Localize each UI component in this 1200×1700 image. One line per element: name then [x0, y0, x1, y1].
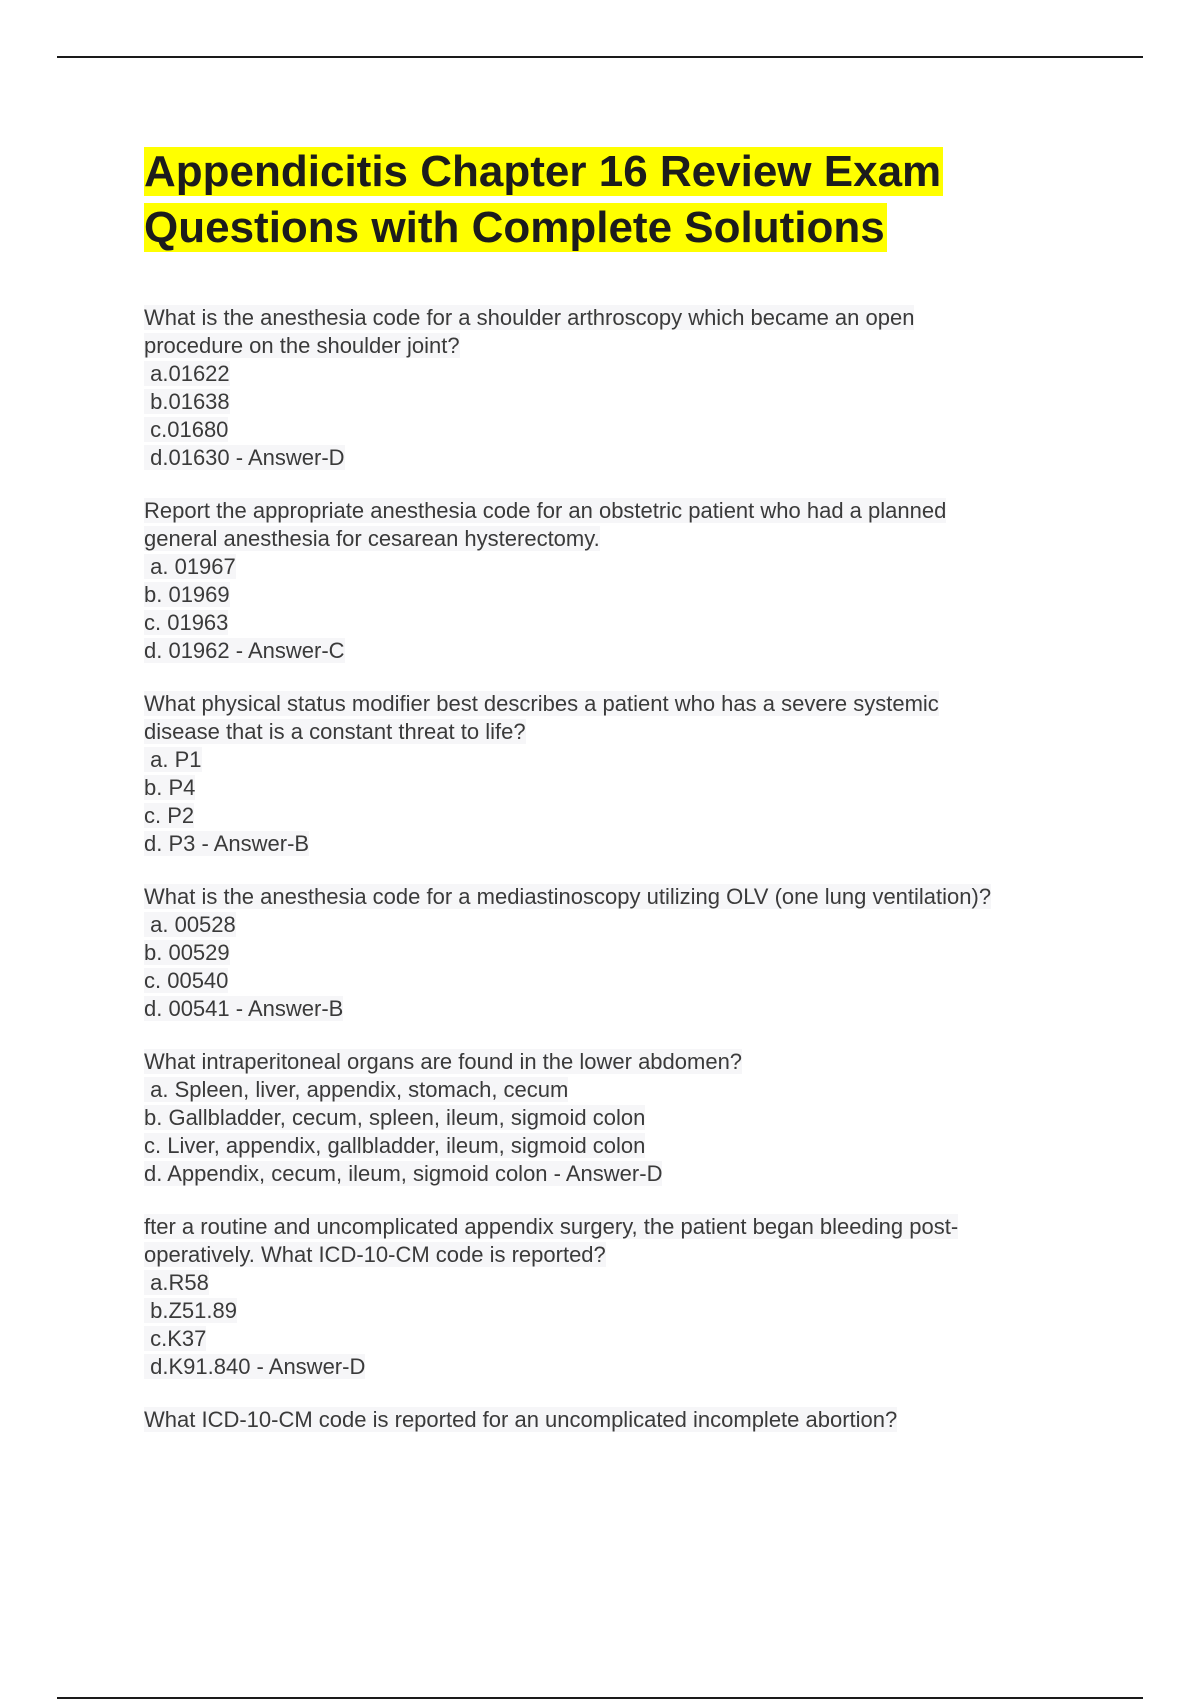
footer-rule	[57, 1697, 1143, 1699]
title-line-1: Appendicitis Chapter 16 Review Exam	[144, 147, 942, 196]
answer-option: b. 01969	[144, 582, 230, 607]
question-block	[144, 1213, 1104, 1381]
answer-option: b.Z51.89	[144, 1297, 1104, 1325]
answer-option: b. P4	[144, 775, 196, 800]
answer-option: b. 00529	[144, 940, 230, 965]
answer-option: d. 01962 - Answer-C	[144, 638, 345, 663]
answer-option: a. 01967	[144, 553, 1104, 581]
answer-option: a.01622	[144, 360, 1104, 388]
header-rule	[57, 56, 1143, 58]
answer-option: c. 00540	[144, 968, 229, 993]
question-text: What physical status modifier best describes a patient who has a severe systemic	[144, 691, 939, 716]
question-block	[144, 1048, 1104, 1188]
question-block	[144, 497, 1104, 665]
answer-option: a. Spleen, liver, appendix, stomach, cecum	[144, 1076, 1104, 1104]
answer-option: d. P3 - Answer-B	[144, 831, 310, 856]
answer-option: d.K91.840 - Answer-D	[144, 1353, 1104, 1381]
question-text: disease that is a constant threat to life?	[144, 719, 526, 744]
question-text: fter a routine and uncomplicated appendix surgery, the patient began bleeding post-	[144, 1214, 959, 1239]
question-text: operatively. What ICD-10-CM code is reported?	[144, 1242, 606, 1267]
title-line-2: Questions with Complete Solutions	[144, 203, 885, 252]
answer-option: d. Appendix, cecum, ileum, sigmoid colon - Answer-D	[144, 1161, 663, 1186]
question-text: What intraperitoneal organs are found in the lower abdomen?	[144, 1049, 743, 1074]
answer-option: a. 00528	[144, 911, 1104, 939]
question-block	[144, 883, 1104, 1023]
answer-option: c. 01963	[144, 610, 229, 635]
question-text: What is the anesthesia code for a mediastinoscopy utilizing OLV (one lung ventilation)?	[144, 884, 992, 909]
question-list	[144, 304, 1104, 1434]
answer-option: a. P1	[144, 746, 1104, 774]
document-title	[144, 144, 1104, 256]
question-text: general anesthesia for cesarean hysterectomy.	[144, 526, 600, 551]
question-text: What ICD-10-CM code is reported for an uncomplicated incomplete abortion?	[144, 1407, 898, 1432]
question-text: Report the appropriate anesthesia code for an obstetric patient who had a planned	[144, 498, 947, 523]
question-text: What is the anesthesia code for a shoulder arthroscopy which became an open	[144, 305, 915, 330]
question-block	[144, 690, 1104, 858]
answer-option: c. Liver, appendix, gallbladder, ileum, sigmoid colon	[144, 1133, 646, 1158]
answer-option: c.01680	[144, 416, 1104, 444]
answer-option: a.R58	[144, 1269, 1104, 1297]
document-body	[144, 144, 1104, 1459]
answer-option: b. Gallbladder, cecum, spleen, ileum, sigmoid colon	[144, 1105, 646, 1130]
question-block	[144, 1406, 1104, 1434]
question-text: procedure on the shoulder joint?	[144, 333, 460, 358]
answer-option: c. P2	[144, 803, 195, 828]
answer-option: c.K37	[144, 1325, 1104, 1353]
answer-option: d. 00541 - Answer-B	[144, 996, 344, 1021]
answer-option: d.01630 - Answer-D	[144, 444, 1104, 472]
question-block	[144, 304, 1104, 472]
answer-option: b.01638	[144, 388, 1104, 416]
